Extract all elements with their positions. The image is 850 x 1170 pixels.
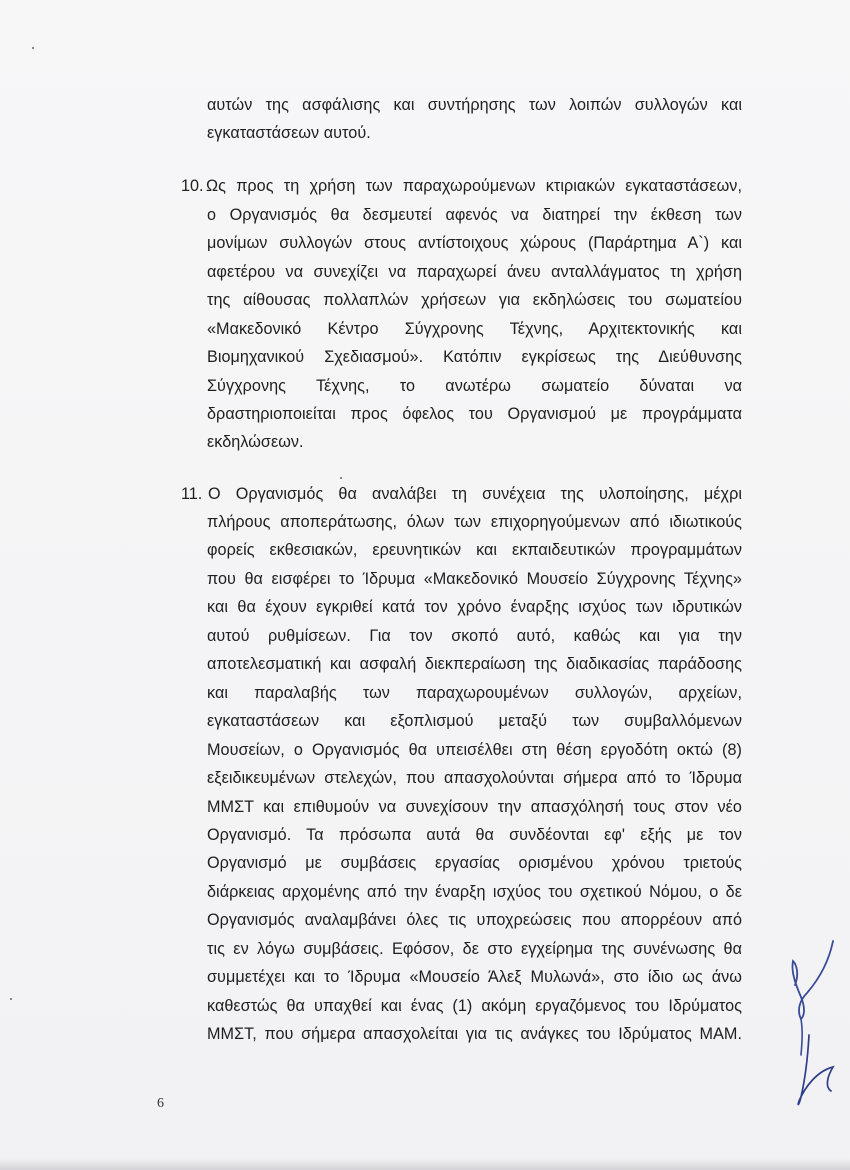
- page-bottom-edge: [0, 1158, 850, 1170]
- item-10-line-2: ο Οργανισμός θα δεσμευτεί αφενός να διατηρεί την έκθεση των: [207, 206, 742, 224]
- scan-speck: [340, 477, 342, 479]
- item-10-line-4: αφετέρου να συνεχίζει να παραχωρεί άνευ ανταλλάγματος τη χρήση: [207, 263, 742, 281]
- item-10-line-10: εκδηλώσεων.: [207, 433, 304, 451]
- item-11-line-7: αποτελεσματική και ασφαλή διεκπεραίωση της διαδικασίας παράδοσης: [207, 655, 742, 673]
- item-10-line-6: «Μακεδονικό Κέντρο Σύγχρονης Τέχνης, Αρχιτεκτονικής και: [207, 320, 742, 338]
- item-11-line-5: και θα έχουν εγκριθεί κατά τον χρόνο έναρξης ισχύος των ιδρυτικών: [207, 598, 742, 616]
- item-11-line-14: Οργανισμό με συμβάσεις εργασίας ορισμένου χρόνου τριετούς: [207, 854, 742, 872]
- item-11-line-18: συμμετέχει και το Ίδρυμα «Μουσείο Άλεξ Μυλωνά», στο ίδιο ως άνω: [207, 968, 742, 986]
- scan-speck: [32, 47, 34, 49]
- item-11-line-17: τις εν λόγω συμβάσεις. Εφόσον, δε στο εγχείρημα της συνένωσης θα: [207, 940, 742, 958]
- intro-line-2: εγκαταστάσεων αυτού.: [207, 124, 371, 142]
- signature-mark: [775, 935, 850, 1115]
- page-number: 6: [157, 1096, 164, 1111]
- item-11-line-19: καθεστώς θα υπαχθεί και ένας (1) ακόμη εργαζόμενος του Ιδρύματος: [207, 997, 742, 1015]
- item-11-line-20: ΜΜΣΤ, που σήμερα απασχολείται για τις ανάγκες του Ιδρύματος ΜΑΜ.: [207, 1025, 742, 1043]
- item-11-line-11: εξειδικευμένων στελεχών, που απασχολούνται σήμερα από το Ίδρυμα: [207, 769, 742, 787]
- item-11-line-3: φορείς εκθεσιακών, ερευνητικών και εκπαιδευτικών προγραμμάτων: [207, 541, 742, 559]
- item-11-line-16: Οργανισμός αναλαμβάνει όλες τις υποχρεώσεις που απορρέουν από: [207, 911, 742, 929]
- item-11-line-2: πλήρους αποπεράτωσης, όλων των επιχορηγούμενων από ιδιωτικούς: [207, 513, 742, 531]
- item-10-number: 10.: [181, 177, 204, 195]
- item-11-line-9: εγκαταστάσεων και εξοπλισμού μεταξύ των συμβαλλόμενων: [207, 712, 742, 730]
- item-11-line-10: Μουσείων, ο Οργανισμός θα υπεισέλθει στη θέση εργοδότη οκτώ (8): [207, 741, 742, 759]
- item-11-line-12: ΜΜΣΤ και επιθυμούν να συνεχίσουν την απασχόλησή τους στον νέο: [207, 798, 742, 816]
- item-11-line-1: Ο Οργανισμός θα αναλάβει τη συνέχεια της υλοποίησης, μέχρι: [208, 485, 742, 503]
- item-11-number: 11.: [181, 485, 203, 503]
- item-11-line-4: που θα εισφέρει το Ίδρυμα «Μακεδονικό Μουσείο Σύγχρονης Τέχνης»: [207, 570, 742, 588]
- item-10-line-5: της αίθουσας πολλαπλών χρήσεων για εκδηλώσεις του σωματείου: [207, 291, 742, 309]
- item-10-line-3: μονίμων συλλογών στους αντίστοιχους χώρους (Παράρτημα Α`) και: [207, 234, 742, 252]
- item-10-line-7: Βιομηχανικού Σχεδιασμού». Κατόπιν εγκρίσεως της Διεύθυνσης: [207, 348, 742, 366]
- item-10-line-9: δραστηριοποιείται προς όφελος του Οργανισμού με προγράμματα: [207, 405, 742, 423]
- item-10-line-1: Ως προς τη χρήση των παραχωρούμενων κτιριακών εγκαταστάσεων,: [206, 177, 742, 195]
- item-11-line-8: και παραλαβής των παραχωρουμένων συλλογών, αρχείων,: [207, 684, 742, 702]
- intro-line-1: αυτών της ασφάλισης και συντήρησης των λοιπών συλλογών και: [207, 96, 742, 114]
- item-11-line-15: διάρκειας αρχομένης από την έναρξη ισχύος του σχετικού Νόμου, ο δε: [207, 883, 742, 901]
- scan-speck: [10, 998, 12, 1000]
- item-11-line-13: Οργανισμό. Τα πρόσωπα αυτά θα συνδέονται εφ' εξής με τον: [207, 826, 742, 844]
- item-10-line-8: Σύγχρονης Τέχνης, το ανωτέρω σωματείο δύναται να: [207, 377, 742, 395]
- item-11-line-6: αυτού ρυθμίσεων. Για τον σκοπό αυτό, καθώς και για την: [207, 627, 742, 645]
